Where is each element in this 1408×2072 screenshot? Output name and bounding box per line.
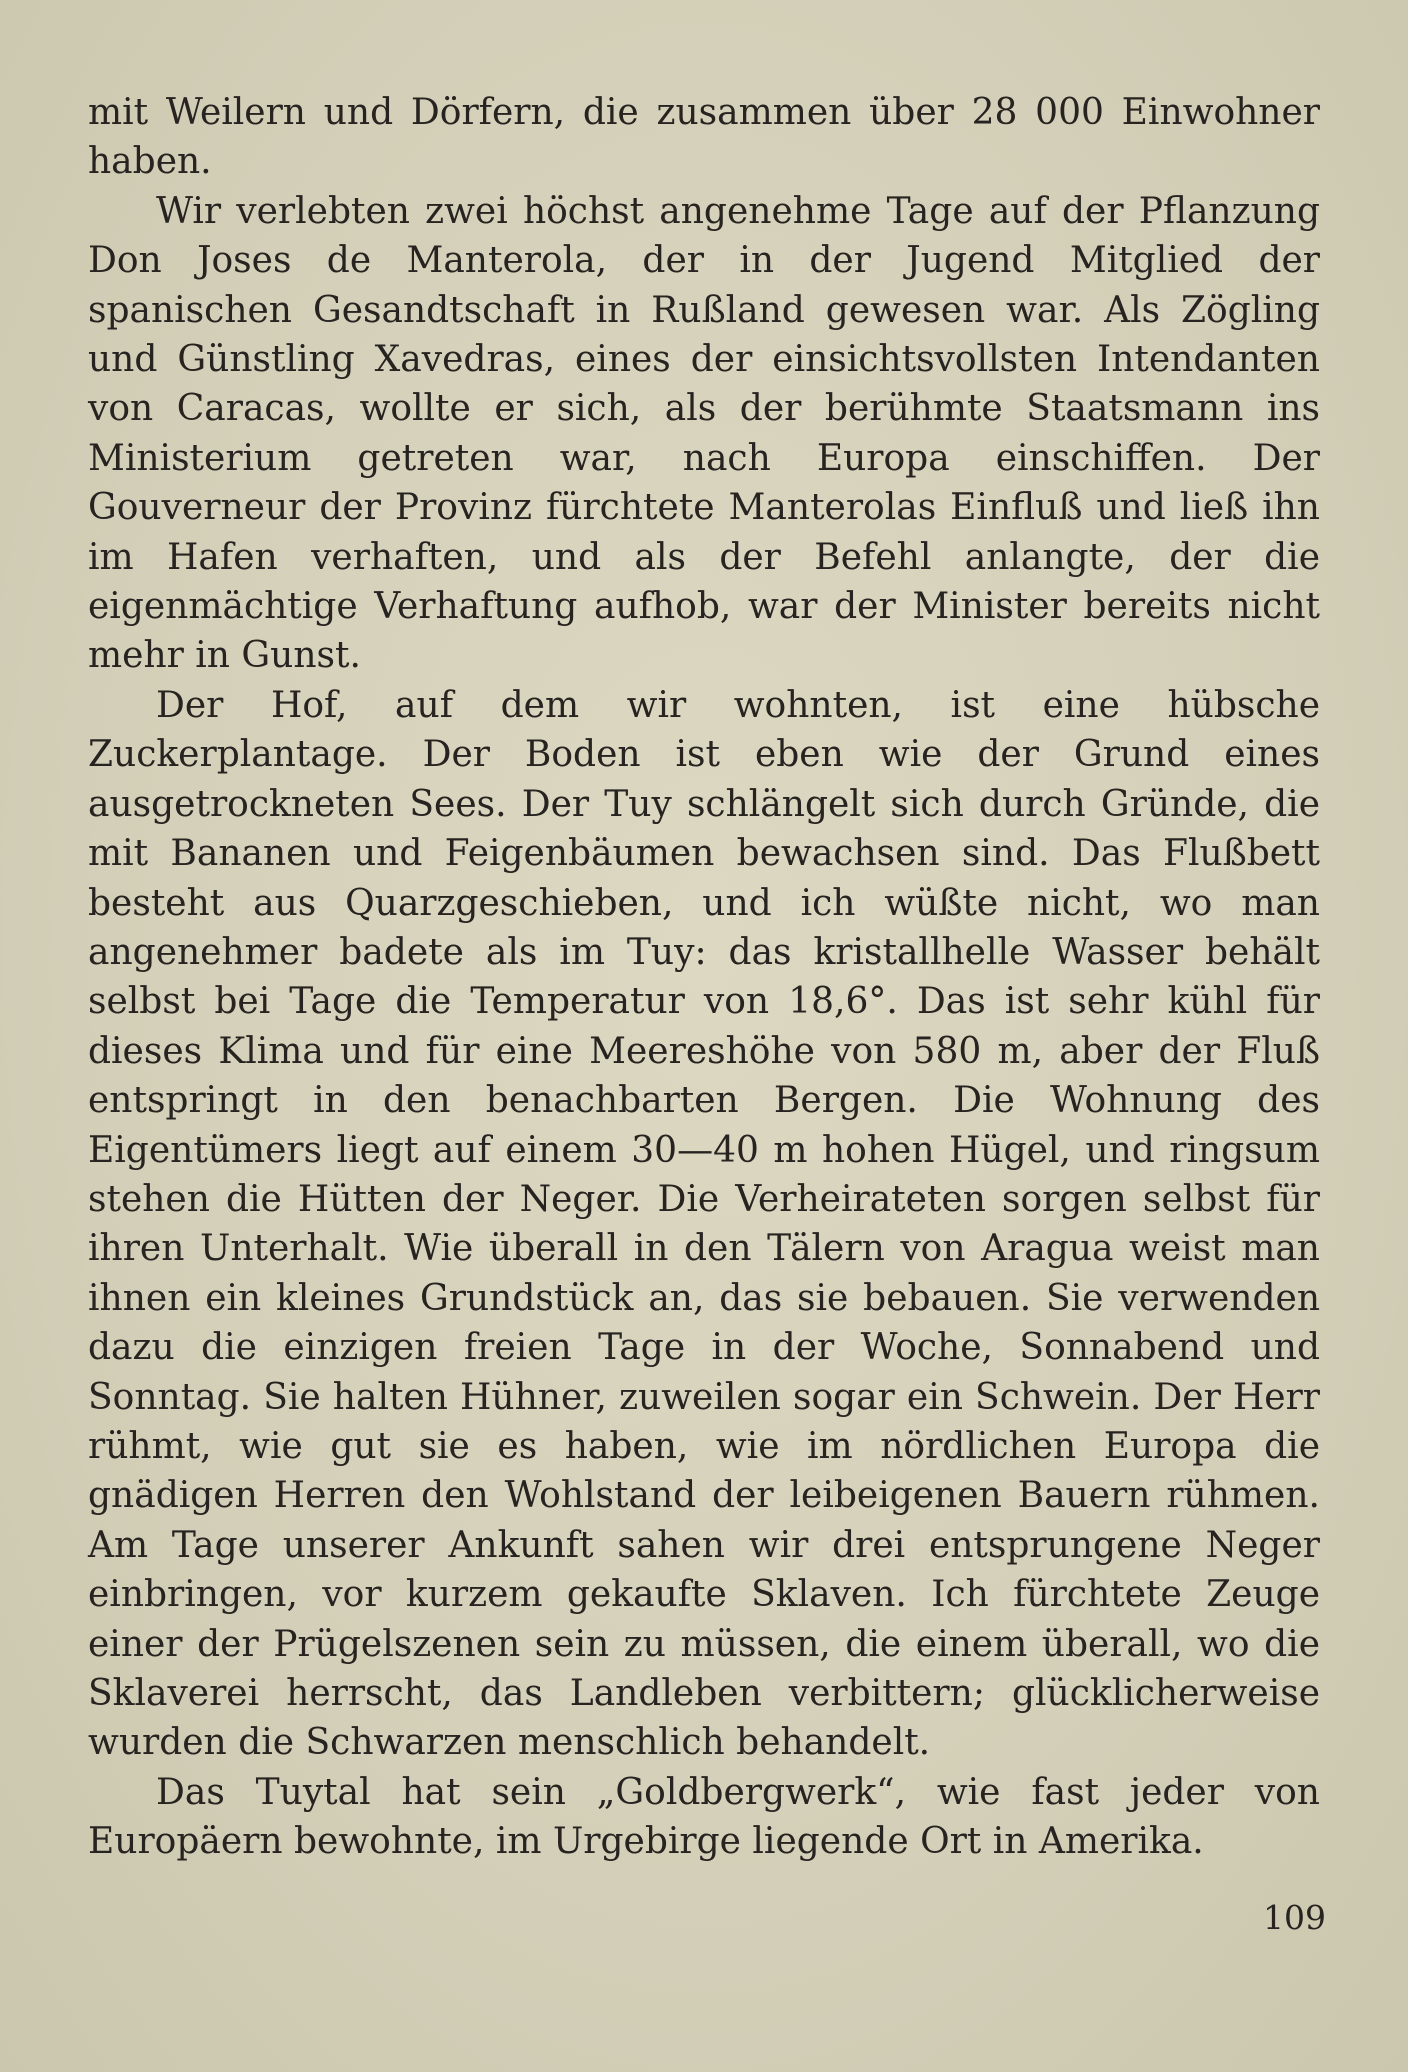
body-text <box>88 88 1320 1867</box>
paragraph-3: Der Hof, auf dem wir wohnten, ist eine hübsche Zuckerplantage. Der Boden ist eben wie der Grund eines ausgetrockneten Sees. Der Tuy schlängelt sich durch Gründe, die mit Bananen und Feigenbäumen bewachsen sind. Das Flußbett besteht aus Quarzgeschieben, und ich wüßte nicht, wo man angenehmer badete als im Tuy: das kristallhelle Wasser behält selbst bei Tage die Temperatur von 18,6°. Das ist sehr kühl für dieses Klima und für eine Meereshöhe von 580 m, aber der Fluß entspringt in den benachbarten Bergen. Die Wohnung des Eigentümers liegt auf einem 30—40 m hohen Hügel, und ringsum stehen die Hütten der Neger. Die Verheirateten sorgen selbst für ihren Unterhalt. Wie überall in den Tälern von Aragua weist man ihnen ein kleines Grundstück an, das sie bebauen. Sie verwenden dazu die einzigen freien Tage in der Woche, Sonnabend und Sonntag. Sie halten Hühner, zuweilen sogar ein Schwein. Der Herr rühmt, wie gut sie es haben, wie im nördlichen Europa die gnädigen Herren den Wohlstand der leibeigenen Bauern rühmen. Am Tage unserer Ankunft sahen wir drei entsprungene Neger einbringen, vor kurzem gekaufte Sklaven. Ich fürchtete Zeuge einer der Prügelszenen sein zu müssen, die einem überall, wo die Sklaverei herrscht, das Landleben verbittern; glücklicherweise wurden die Schwarzen menschlich behandelt. <box>88 684 1320 1764</box>
paragraph-2: Wir verlebten zwei höchst angenehme Tage auf der Pflanzung Don Joses de Manterola, der in der Jugend Mitglied der spanischen Gesandtschaft in Rußland gewesen war. Als Zögling und Günstling Xavedras, eines der einsichtsvollsten Intendanten von Caracas, wollte er sich, als der berühmte Staatsmann ins Ministerium getreten war, nach Europa einschiffen. Der Gouverneur der Provinz fürchtete Manterolas Einfluß und ließ ihn im Hafen verhaften, und als der Befehl anlangte, der die eigenmächtige Verhaftung aufhob, war der Minister bereits nicht mehr in Gunst. <box>88 190 1320 677</box>
paragraph-4: Das Tuytal hat sein „Goldbergwerk“, wie fast jeder von Europäern bewohnte, im Urgebirge liegende Ort in Amerika. <box>88 1771 1320 1863</box>
page-number: 109 <box>1263 1898 1326 1937</box>
paragraph-1: mit Weilern und Dörfern, die zusammen über 28 000 Einwohner haben. <box>88 92 1320 183</box>
